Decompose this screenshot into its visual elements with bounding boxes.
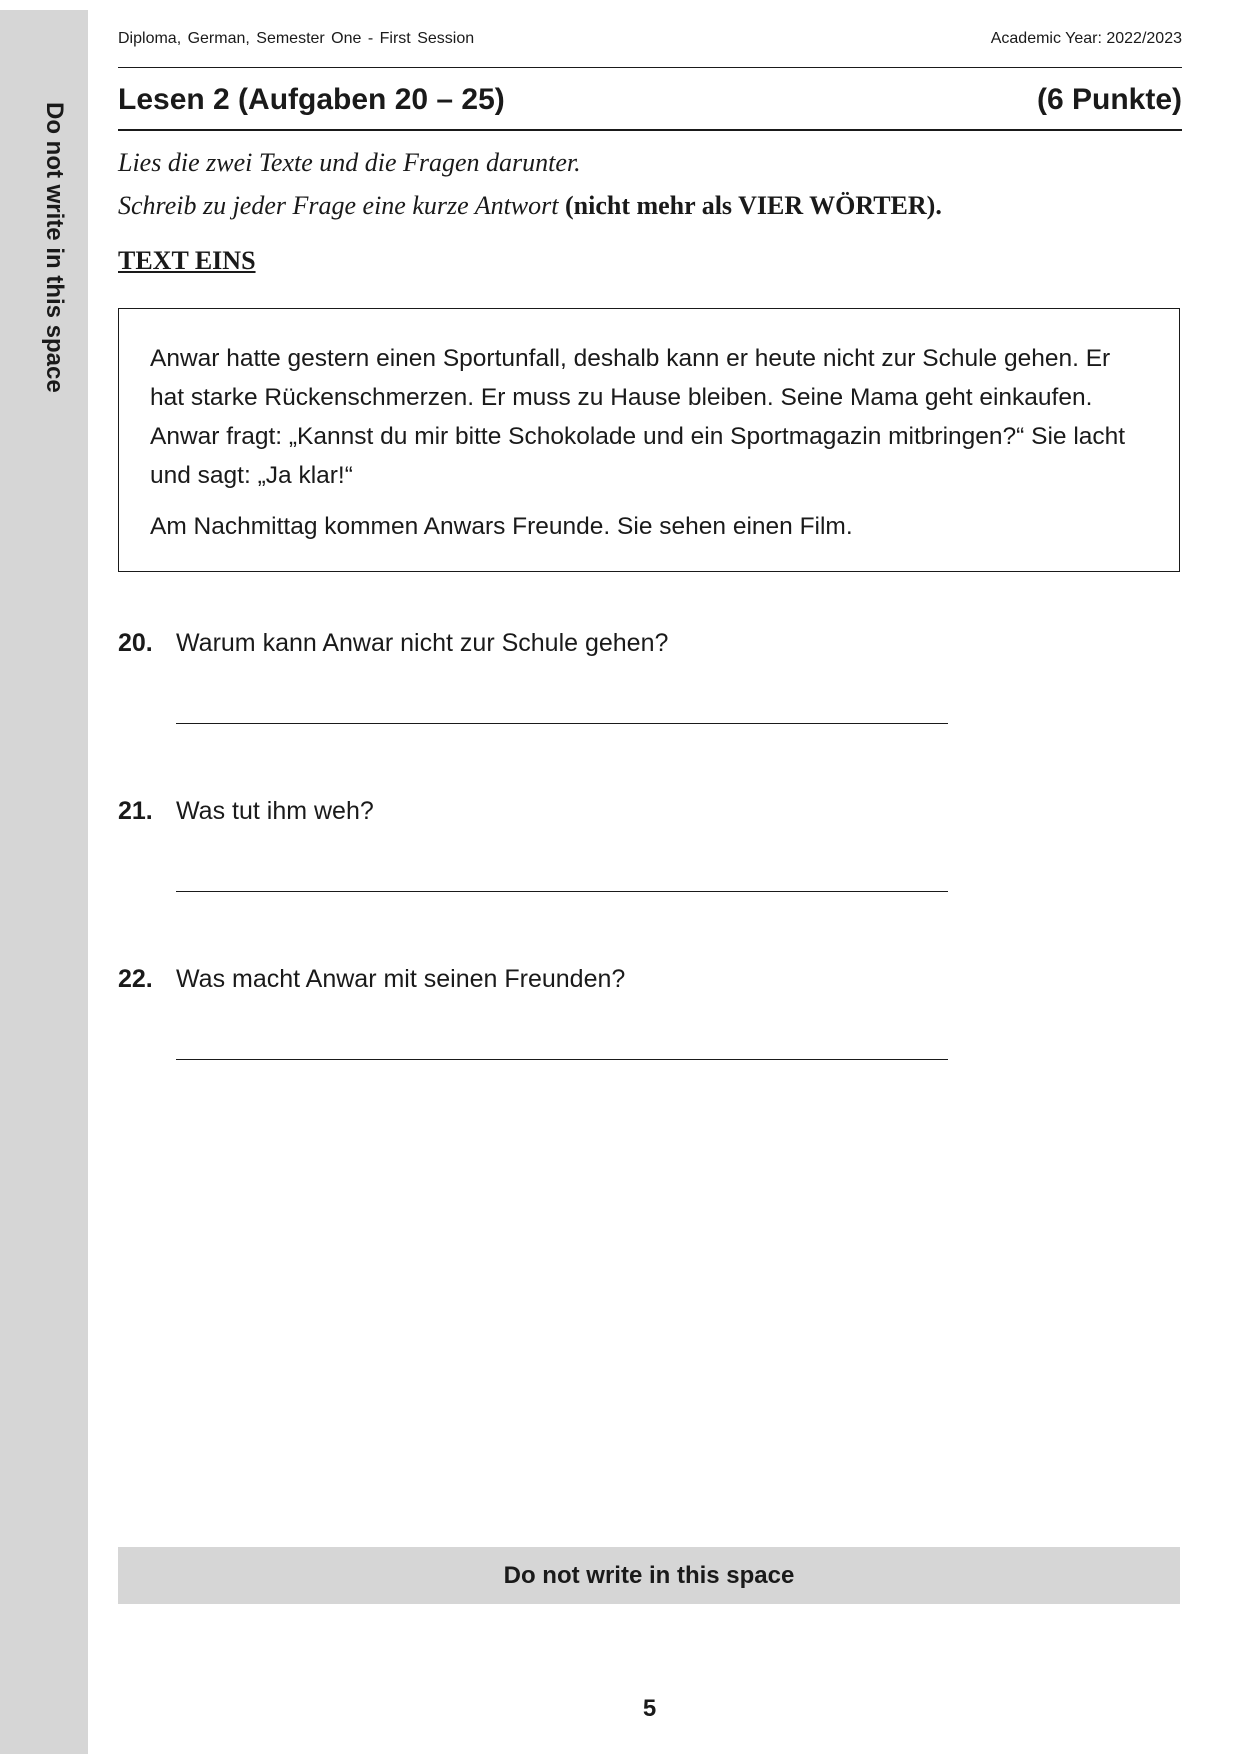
- answer-line-20[interactable]: [176, 723, 948, 724]
- question-21: [118, 797, 374, 826]
- side-margin-strip: [0, 10, 88, 1754]
- exam-header-right: Academic Year: 2022/2023: [990, 30, 1182, 47]
- page-number: 5: [642, 1695, 657, 1722]
- reading-paragraph-1: Anwar hatte gestern einen Sportunfall, deshalb kann er heute nicht zur Schule gehen. Er hat starke Rückenschmerzen. Er muss zu Hause bleiben. Seine Mama geht einkaufen. Anwar fragt: „Kannst du mir bitte Schokolade und ein Sportmagazin mitbringen?“ Sie lacht und sagt: „Ja klar!“: [150, 345, 1126, 489]
- question-number: 21.: [118, 797, 153, 825]
- instruction-line-2: [118, 191, 942, 221]
- question-number: 20.: [118, 629, 153, 657]
- answer-line-21[interactable]: [176, 891, 948, 892]
- instruction-line-1: Lies die zwei Texte und die Fragen darunter.: [118, 148, 581, 177]
- header-divider: [118, 67, 1182, 68]
- instruction-line-2-text: Schreib zu jeder Frage eine kurze Antwort: [118, 191, 565, 220]
- reading-paragraph-2: Am Nachmittag kommen Anwars Freunde. Sie sehen einen Film.: [150, 513, 853, 540]
- bottom-notice-label: Do not write in this space: [503, 1561, 795, 1589]
- bottom-notice-bar: [118, 1547, 1180, 1604]
- question-number: 22.: [118, 965, 153, 993]
- title-divider: [118, 129, 1182, 131]
- question-22: [118, 965, 625, 994]
- section-title: Lesen 2 (Aufgaben 20 – 25): [118, 83, 505, 116]
- question-text: Was macht Anwar mit seinen Freunden?: [176, 965, 626, 993]
- answer-line-22[interactable]: [176, 1059, 948, 1060]
- reading-text-box: [118, 308, 1180, 572]
- question-text: Was tut ihm weh?: [176, 797, 374, 825]
- text-heading: TEXT EINS: [118, 246, 256, 275]
- side-margin-label: Do not write in this space: [41, 102, 68, 393]
- section-points: (6 Punkte): [1036, 83, 1182, 116]
- instruction-word-limit: (nicht mehr als VIER WÖRTER).: [564, 191, 942, 220]
- question-20: [118, 629, 668, 658]
- question-text: Warum kann Anwar nicht zur Schule gehen?: [176, 629, 669, 657]
- exam-header-left: Diploma, German, Semester One - First Session: [118, 30, 475, 47]
